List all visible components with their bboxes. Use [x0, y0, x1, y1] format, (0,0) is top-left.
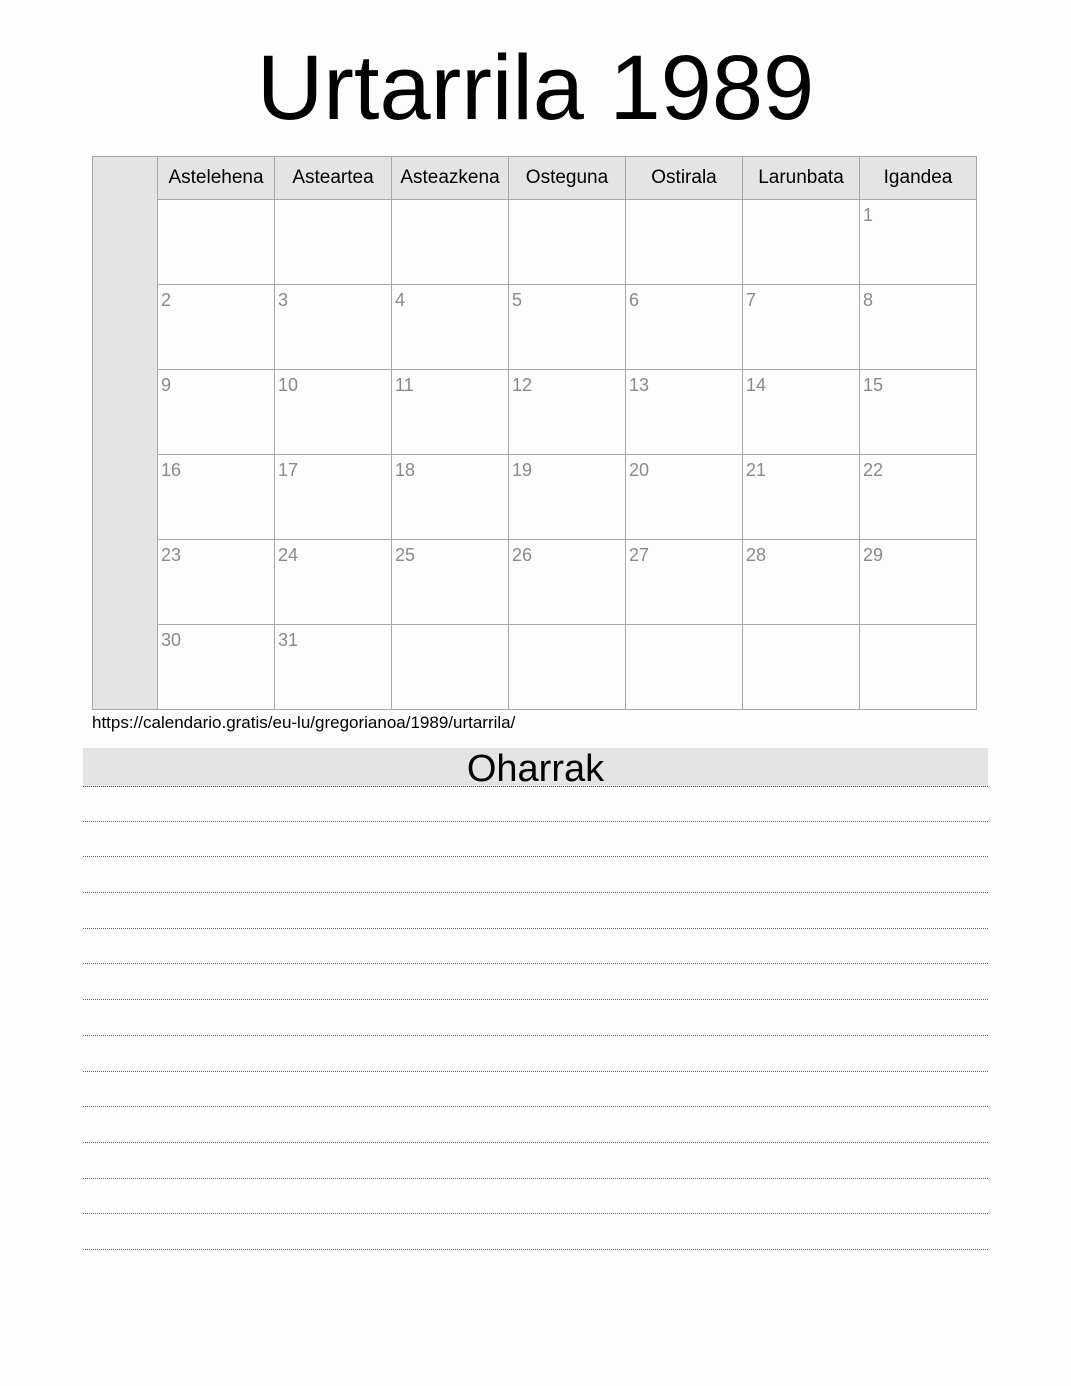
day-cell[interactable]: [626, 285, 743, 369]
day-number: 16: [161, 460, 182, 480]
source-url: https://calendario.gratis/eu-lu/gregorianoa/1989/urtarrila/: [92, 713, 516, 732]
day-number: 4: [395, 290, 406, 310]
week-row: [158, 285, 976, 370]
week-row: [158, 540, 976, 625]
day-number: 6: [629, 290, 640, 310]
day-cell[interactable]: [860, 625, 976, 709]
calendar-grid: [158, 157, 976, 709]
day-cell[interactable]: [509, 625, 626, 709]
weekday-header: Astelehena: [158, 157, 275, 199]
day-number: 12: [512, 375, 533, 395]
day-cell[interactable]: [626, 455, 743, 539]
day-cell[interactable]: [158, 455, 275, 539]
day-number: 21: [746, 460, 767, 480]
day-number: 25: [395, 545, 416, 565]
day-cell[interactable]: [158, 285, 275, 369]
day-number: 20: [629, 460, 650, 480]
day-number: 3: [278, 290, 289, 310]
page-title: Urtarrila 1989: [256, 37, 815, 139]
day-number: 2: [161, 290, 172, 310]
day-number: 15: [863, 375, 884, 395]
notes-lines: [83, 786, 988, 1250]
week-row: [158, 625, 976, 709]
day-cell[interactable]: [509, 540, 626, 624]
notes-line[interactable]: [83, 1072, 988, 1108]
day-cell[interactable]: [743, 370, 860, 454]
day-number: 18: [395, 460, 416, 480]
day-cell[interactable]: [509, 285, 626, 369]
day-cell[interactable]: [626, 370, 743, 454]
calendar-table: [92, 156, 977, 710]
day-cell[interactable]: [392, 455, 509, 539]
weekday-header: Igandea: [883, 167, 953, 188]
day-cell[interactable]: [158, 540, 275, 624]
day-number: 7: [746, 290, 757, 310]
day-cell[interactable]: [860, 285, 976, 369]
day-cell[interactable]: [860, 200, 976, 284]
notes-line[interactable]: [83, 1107, 988, 1143]
day-number: 17: [278, 460, 299, 480]
day-cell[interactable]: [158, 370, 275, 454]
day-cell[interactable]: [860, 455, 976, 539]
day-cell[interactable]: [392, 540, 509, 624]
day-number: 27: [629, 545, 650, 565]
day-cell[interactable]: [743, 540, 860, 624]
notes-line[interactable]: [83, 1214, 988, 1250]
day-number: 19: [512, 460, 533, 480]
day-cell[interactable]: [275, 200, 392, 284]
day-cell[interactable]: [275, 540, 392, 624]
day-cell[interactable]: [509, 200, 626, 284]
week-row: [158, 200, 976, 285]
day-cell[interactable]: [275, 455, 392, 539]
day-number: 5: [512, 290, 523, 310]
day-cell[interactable]: [509, 455, 626, 539]
day-cell[interactable]: [392, 285, 509, 369]
day-number: 10: [278, 375, 299, 395]
day-cell[interactable]: [626, 540, 743, 624]
day-cell[interactable]: [275, 285, 392, 369]
notes-title: Oharrak: [83, 748, 988, 787]
weekday-header: Asteazkena: [392, 157, 509, 199]
notes-line[interactable]: [83, 1179, 988, 1215]
day-cell[interactable]: [509, 370, 626, 454]
day-number: 31: [278, 630, 299, 650]
day-number: 23: [161, 545, 182, 565]
day-number: 8: [863, 290, 874, 310]
day-cell[interactable]: [392, 200, 509, 284]
week-number-column: [93, 157, 158, 709]
day-cell[interactable]: [626, 625, 743, 709]
notes-line[interactable]: [83, 893, 988, 929]
notes-line[interactable]: [83, 822, 988, 858]
day-cell[interactable]: [743, 455, 860, 539]
weekday-header: Ostirala: [626, 157, 743, 199]
day-cell[interactable]: [392, 370, 509, 454]
day-cell[interactable]: [158, 625, 275, 709]
day-number: 28: [746, 545, 767, 565]
day-number: 13: [629, 375, 650, 395]
day-number: 22: [863, 460, 884, 480]
day-number: 1: [863, 205, 874, 225]
day-cell[interactable]: [158, 200, 275, 284]
notes-line[interactable]: [83, 1143, 988, 1179]
day-cell[interactable]: [860, 370, 976, 454]
day-number: 26: [512, 545, 533, 565]
day-cell[interactable]: [743, 625, 860, 709]
day-cell[interactable]: [275, 625, 392, 709]
day-number: 14: [746, 375, 767, 395]
day-number: 24: [278, 545, 299, 565]
weekday-header: Larunbata: [743, 157, 860, 199]
week-row: [158, 370, 976, 455]
day-cell[interactable]: [743, 285, 860, 369]
day-number: 30: [161, 630, 182, 650]
day-number: 11: [395, 375, 414, 395]
day-number: 29: [863, 545, 884, 565]
notes-line[interactable]: [83, 1000, 988, 1036]
day-cell[interactable]: [275, 370, 392, 454]
weekday-header: Asteartea: [275, 157, 392, 199]
notes-line[interactable]: [83, 857, 988, 893]
notes-line[interactable]: [83, 1036, 988, 1072]
day-cell[interactable]: [626, 200, 743, 284]
week-row: [158, 455, 976, 540]
weekday-header-row: [158, 157, 976, 200]
weekday-header: Osteguna: [509, 157, 626, 199]
notes-line[interactable]: [83, 929, 988, 965]
day-cell[interactable]: [860, 540, 976, 624]
notes-line[interactable]: [83, 964, 988, 1000]
day-number: 9: [161, 375, 172, 395]
day-cell[interactable]: [743, 200, 860, 284]
day-cell[interactable]: [392, 625, 509, 709]
notes-line[interactable]: [83, 786, 988, 822]
